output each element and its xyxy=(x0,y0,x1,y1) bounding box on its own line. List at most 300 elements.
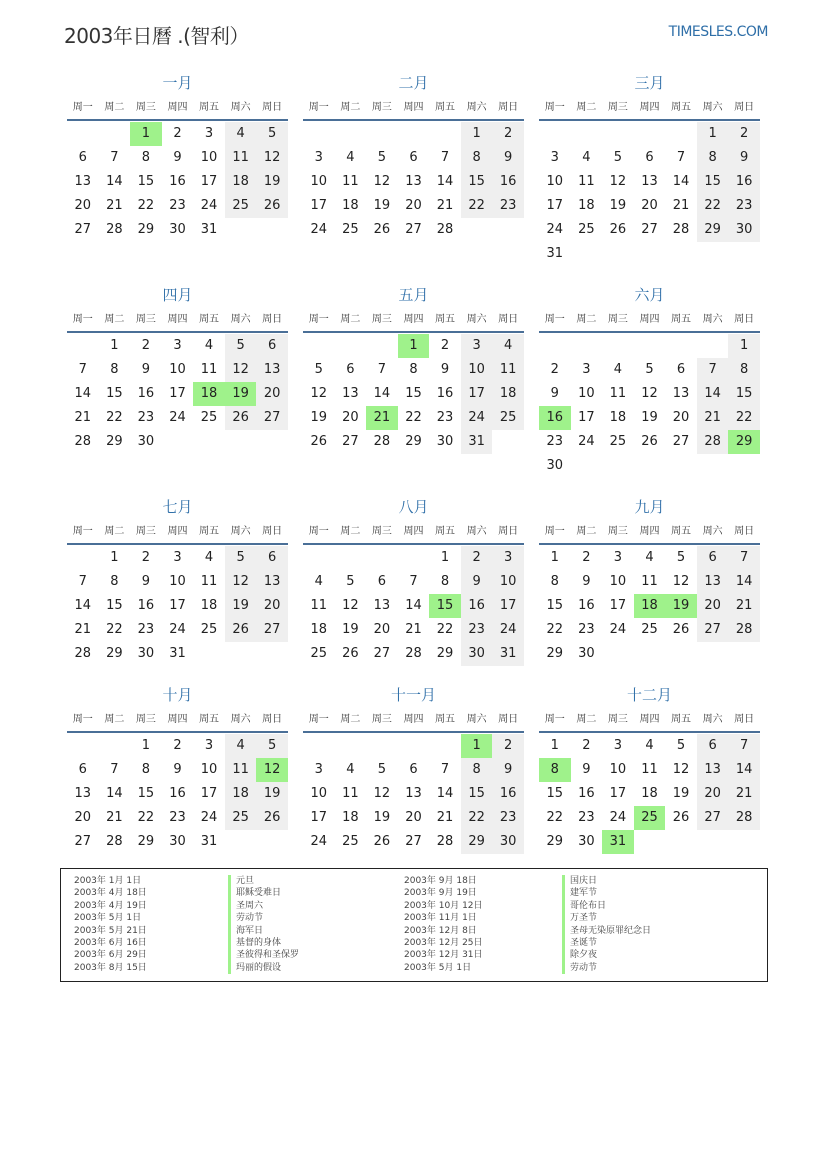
month-block xyxy=(67,494,288,682)
day-cell: 22 xyxy=(106,410,123,425)
day-cell: 20 xyxy=(74,198,92,213)
day-cell: 22 xyxy=(461,806,493,830)
day-cell: 11 xyxy=(225,758,257,782)
day-cell: 13 xyxy=(697,758,729,782)
day-cell: 22 xyxy=(405,410,422,425)
legend-date: 2003年 10月 12日 xyxy=(404,900,483,911)
day-cell: 18 xyxy=(200,598,218,613)
day-cell: 27 xyxy=(74,222,92,237)
weekday-label: 周三 xyxy=(371,102,392,113)
day-cell: 15 xyxy=(405,386,422,401)
day-cell: 17 xyxy=(200,174,218,189)
day-cell: 5 xyxy=(377,150,387,165)
holiday-day-cell: 16 xyxy=(539,406,571,430)
month-block xyxy=(303,682,524,894)
day-cell: 11 xyxy=(492,358,524,382)
weekday-label: 周三 xyxy=(371,526,392,537)
day-cell: 20 xyxy=(641,198,658,213)
holiday-day-cell: 12 xyxy=(256,758,288,782)
day-cell: 17 xyxy=(461,382,493,406)
day-cell: 16 xyxy=(492,782,524,806)
day-cell: 12 xyxy=(672,574,690,589)
day-cell: 21 xyxy=(74,410,92,425)
weekday-label: 周六 xyxy=(702,714,723,725)
day-cell: 27 xyxy=(641,222,658,237)
day-cell: 13 xyxy=(405,786,422,801)
day-cell: 10 xyxy=(310,786,328,801)
legend-holiday-name: 圣母无染原罪纪念日 xyxy=(562,925,651,937)
day-grid xyxy=(67,334,288,454)
day-cell: 13 xyxy=(256,570,288,594)
page-title: 2003年日曆 .(智利） xyxy=(64,24,249,48)
day-cell: 6 xyxy=(409,762,418,777)
day-cell: 29 xyxy=(697,218,729,242)
day-cell: 26 xyxy=(256,806,288,830)
day-cell: 9 xyxy=(492,146,524,170)
day-cell: 24 xyxy=(578,434,595,449)
empty-cell xyxy=(335,734,367,758)
holiday-day-cell: 1 xyxy=(461,734,493,758)
legend-date: 2003年 5月 1日 xyxy=(74,913,142,924)
day-cell: 24 xyxy=(200,810,218,825)
day-cell: 29 xyxy=(436,646,454,661)
weekday-label: 周四 xyxy=(167,102,188,113)
day-cell: 25 xyxy=(342,222,359,237)
empty-cell xyxy=(571,122,603,146)
day-cell: 28 xyxy=(697,430,729,454)
holiday-day-cell: 19 xyxy=(225,382,257,406)
day-cell: 12 xyxy=(373,174,391,189)
day-cell: 14 xyxy=(74,598,92,613)
day-cell: 14 xyxy=(106,786,123,801)
weekday-label: 周四 xyxy=(403,102,424,113)
day-cell: 20 xyxy=(672,410,690,425)
day-cell: 25 xyxy=(578,222,595,237)
day-cell: 11 xyxy=(200,574,218,589)
day-cell: 9 xyxy=(440,362,450,377)
day-cell: 14 xyxy=(405,598,422,613)
holiday-day-cell: 25 xyxy=(634,806,666,830)
day-cell: 15 xyxy=(728,382,760,406)
day-cell: 31 xyxy=(200,222,218,237)
month-name: 十月 xyxy=(162,686,193,704)
day-cell: 16 xyxy=(137,386,155,401)
day-cell: 30 xyxy=(137,646,155,661)
day-cell: 19 xyxy=(373,810,391,825)
empty-cell xyxy=(366,546,398,570)
empty-cell xyxy=(429,734,461,758)
weekday-label: 周五 xyxy=(671,314,692,325)
day-cell: 7 xyxy=(676,150,686,165)
day-cell: 5 xyxy=(225,334,257,358)
day-cell: 2 xyxy=(141,338,151,353)
day-cell: 23 xyxy=(169,810,186,825)
day-cell: 27 xyxy=(373,646,391,661)
day-cell: 26 xyxy=(256,194,288,218)
day-cell: 2 xyxy=(141,550,151,565)
day-cell: 16 xyxy=(492,170,524,194)
day-cell: 13 xyxy=(405,174,422,189)
day-cell: 6 xyxy=(78,150,87,165)
day-cell: 12 xyxy=(609,174,627,189)
holiday-day-cell: 31 xyxy=(602,830,634,854)
month-block xyxy=(67,682,288,894)
day-cell: 13 xyxy=(74,174,92,189)
day-cell: 27 xyxy=(256,406,288,430)
day-cell: 30 xyxy=(461,642,493,666)
legend-holiday-name: 圣诞节 xyxy=(562,937,651,949)
empty-cell xyxy=(335,546,367,570)
weekday-label: 周日 xyxy=(262,714,283,725)
legend-date: 2003年 5月 1日 xyxy=(404,962,472,973)
day-cell: 1 xyxy=(728,334,760,358)
weekday-label: 周五 xyxy=(671,526,692,537)
day-cell: 4 xyxy=(492,334,524,358)
weekday-header xyxy=(303,97,524,121)
day-cell: 15 xyxy=(546,598,564,613)
legend-holiday-name: 建军节 xyxy=(562,887,651,899)
empty-cell xyxy=(303,734,335,758)
day-cell: 17 xyxy=(492,594,524,618)
day-cell: 24 xyxy=(609,810,627,825)
empty-cell xyxy=(634,334,666,358)
day-cell: 5 xyxy=(346,574,355,589)
weekday-label: 周日 xyxy=(734,102,755,113)
day-cell: 19 xyxy=(373,198,391,213)
weekday-label: 周五 xyxy=(199,714,220,725)
day-cell: 29 xyxy=(546,834,564,849)
day-cell: 3 xyxy=(314,150,323,165)
day-cell: 14 xyxy=(373,386,391,401)
day-cell: 25 xyxy=(609,434,627,449)
day-cell: 15 xyxy=(106,598,123,613)
day-cell: 21 xyxy=(672,198,690,213)
day-cell: 3 xyxy=(314,762,323,777)
weekday-label: 周日 xyxy=(262,526,283,537)
holiday-day-cell: 15 xyxy=(429,594,461,618)
day-cell: 15 xyxy=(137,174,155,189)
day-cell: 27 xyxy=(342,434,359,449)
day-cell: 5 xyxy=(256,122,288,146)
day-cell: 27 xyxy=(405,222,422,237)
weekday-label: 周四 xyxy=(403,314,424,325)
day-grid xyxy=(303,122,524,242)
month-name: 七月 xyxy=(162,498,193,516)
empty-cell xyxy=(67,546,99,570)
weekday-label: 周四 xyxy=(403,526,424,537)
weekday-header xyxy=(67,97,288,121)
day-grid xyxy=(539,122,760,266)
day-cell: 26 xyxy=(342,646,359,661)
day-cell: 12 xyxy=(225,358,257,382)
weekday-label: 周三 xyxy=(607,714,628,725)
calendar-grid xyxy=(67,70,760,894)
holiday-day-cell: 1 xyxy=(398,334,430,358)
site-logo-text[interactable]: TIMESLES.COM xyxy=(668,24,768,40)
weekday-label: 周二 xyxy=(104,102,125,113)
month-name: 一月 xyxy=(162,74,193,92)
day-cell: 12 xyxy=(672,762,690,777)
day-cell: 28 xyxy=(436,834,454,849)
day-cell: 6 xyxy=(256,334,288,358)
weekday-label: 周二 xyxy=(104,714,125,725)
day-cell: 31 xyxy=(546,246,564,261)
weekday-label: 周四 xyxy=(403,714,424,725)
day-cell: 22 xyxy=(546,622,564,637)
legend-date: 2003年 9月 19日 xyxy=(404,888,477,899)
day-cell: 8 xyxy=(697,146,729,170)
weekday-label: 周四 xyxy=(167,314,188,325)
day-cell: 10 xyxy=(609,762,627,777)
day-cell: 12 xyxy=(256,146,288,170)
weekday-header xyxy=(539,521,760,545)
empty-cell xyxy=(697,334,729,358)
day-cell: 31 xyxy=(200,834,218,849)
day-cell: 18 xyxy=(342,810,359,825)
weekday-label: 周一 xyxy=(72,714,93,725)
legend-holiday-name: 基督的身体 xyxy=(228,937,299,949)
day-cell: 21 xyxy=(436,198,454,213)
day-cell: 10 xyxy=(310,174,328,189)
day-grid xyxy=(303,546,524,666)
legend-holiday-name: 元旦 xyxy=(228,875,299,887)
day-cell: 11 xyxy=(225,146,257,170)
day-cell: 10 xyxy=(200,150,218,165)
day-cell: 23 xyxy=(578,622,595,637)
day-cell: 23 xyxy=(578,810,595,825)
day-cell: 26 xyxy=(641,434,658,449)
day-cell: 6 xyxy=(78,762,87,777)
day-grid xyxy=(303,734,524,854)
day-cell: 12 xyxy=(310,386,328,401)
day-cell: 24 xyxy=(310,834,328,849)
day-cell: 7 xyxy=(377,362,387,377)
day-cell: 9 xyxy=(582,574,591,589)
day-cell: 10 xyxy=(578,386,595,401)
empty-cell xyxy=(303,546,335,570)
day-cell: 1 xyxy=(110,550,119,565)
day-cell: 25 xyxy=(342,834,359,849)
day-cell: 8 xyxy=(461,758,493,782)
day-cell: 8 xyxy=(110,362,119,377)
day-cell: 4 xyxy=(645,738,654,753)
day-cell: 15 xyxy=(697,170,729,194)
day-cell: 31 xyxy=(461,430,493,454)
day-cell: 5 xyxy=(377,762,387,777)
day-cell: 3 xyxy=(492,546,524,570)
day-cell: 2 xyxy=(492,122,524,146)
day-cell: 26 xyxy=(310,434,328,449)
day-cell: 15 xyxy=(461,170,493,194)
day-cell: 23 xyxy=(137,410,155,425)
day-cell: 11 xyxy=(342,786,359,801)
day-cell: 29 xyxy=(106,434,123,449)
legend-date: 2003年 5月 21日 xyxy=(74,925,147,936)
day-cell: 16 xyxy=(137,598,155,613)
weekday-label: 周四 xyxy=(167,714,188,725)
weekday-label: 周一 xyxy=(308,102,329,113)
empty-cell xyxy=(67,122,99,146)
day-cell: 27 xyxy=(697,806,729,830)
day-cell: 5 xyxy=(256,734,288,758)
day-cell: 26 xyxy=(672,810,690,825)
day-cell: 23 xyxy=(436,410,454,425)
day-grid xyxy=(539,546,760,666)
day-cell: 1 xyxy=(550,738,559,753)
empty-cell xyxy=(602,334,634,358)
day-grid xyxy=(539,334,760,478)
day-cell: 25 xyxy=(225,194,257,218)
day-cell: 5 xyxy=(645,362,654,377)
day-cell: 23 xyxy=(492,194,524,218)
weekday-header xyxy=(303,709,524,733)
legend-holiday-name: 除夕夜 xyxy=(562,949,651,961)
day-cell: 18 xyxy=(310,622,328,637)
legend-dates-left xyxy=(74,875,147,974)
day-cell: 9 xyxy=(550,386,559,401)
day-cell: 30 xyxy=(169,834,186,849)
day-cell: 4 xyxy=(645,550,654,565)
day-cell: 29 xyxy=(106,646,123,661)
day-cell: 6 xyxy=(697,734,729,758)
month-name: 五月 xyxy=(398,286,429,304)
day-cell: 9 xyxy=(461,570,493,594)
day-cell: 24 xyxy=(609,622,627,637)
day-cell: 19 xyxy=(225,594,257,618)
day-cell: 16 xyxy=(728,170,760,194)
day-cell: 22 xyxy=(106,622,123,637)
day-cell: 24 xyxy=(546,222,564,237)
day-cell: 15 xyxy=(137,786,155,801)
weekday-label: 周二 xyxy=(340,714,361,725)
day-cell: 9 xyxy=(141,574,151,589)
day-cell: 14 xyxy=(728,758,760,782)
day-cell: 22 xyxy=(461,194,493,218)
weekday-label: 周五 xyxy=(435,314,456,325)
day-cell: 8 xyxy=(550,574,559,589)
legend-holiday-name: 劳动节 xyxy=(228,912,299,924)
day-cell: 28 xyxy=(106,834,123,849)
day-cell: 9 xyxy=(492,758,524,782)
holiday-day-cell: 29 xyxy=(728,430,760,454)
day-cell: 11 xyxy=(641,574,658,589)
day-cell: 25 xyxy=(225,806,257,830)
day-cell: 23 xyxy=(546,434,564,449)
day-cell: 14 xyxy=(74,386,92,401)
empty-cell xyxy=(99,122,131,146)
legend-holiday-name: 海军日 xyxy=(228,925,299,937)
day-cell: 11 xyxy=(578,174,595,189)
day-cell: 21 xyxy=(74,622,92,637)
day-cell: 12 xyxy=(373,786,391,801)
day-cell: 28 xyxy=(405,646,422,661)
day-cell: 28 xyxy=(74,646,92,661)
empty-cell xyxy=(335,334,367,358)
holiday-legend xyxy=(60,868,768,982)
legend-holiday-name: 玛丽的假设 xyxy=(228,962,299,974)
day-cell: 17 xyxy=(578,410,595,425)
day-cell: 2 xyxy=(728,122,760,146)
day-cell: 11 xyxy=(609,386,627,401)
day-cell: 13 xyxy=(373,598,391,613)
day-cell: 9 xyxy=(173,762,182,777)
weekday-label: 周六 xyxy=(466,314,487,325)
day-cell: 7 xyxy=(728,734,760,758)
day-cell: 29 xyxy=(546,646,564,661)
weekday-label: 周日 xyxy=(498,314,519,325)
weekday-label: 周一 xyxy=(544,714,565,725)
weekday-label: 周一 xyxy=(544,102,565,113)
weekday-header xyxy=(67,309,288,333)
weekday-label: 周五 xyxy=(671,102,692,113)
month-block xyxy=(303,494,524,682)
day-cell: 16 xyxy=(436,386,454,401)
legend-date: 2003年 6月 29日 xyxy=(74,950,147,961)
empty-cell xyxy=(366,334,398,358)
empty-cell xyxy=(398,122,430,146)
day-cell: 21 xyxy=(106,198,123,213)
day-cell: 2 xyxy=(582,738,591,753)
day-cell: 2 xyxy=(492,734,524,758)
day-cell: 26 xyxy=(672,622,690,637)
day-cell: 29 xyxy=(405,434,422,449)
weekday-label: 周五 xyxy=(435,102,456,113)
day-cell: 22 xyxy=(546,810,564,825)
weekday-label: 周五 xyxy=(199,526,220,537)
day-cell: 30 xyxy=(492,830,524,854)
weekday-label: 周一 xyxy=(544,314,565,325)
day-cell: 19 xyxy=(672,786,690,801)
empty-cell xyxy=(398,546,430,570)
day-cell: 5 xyxy=(613,150,623,165)
day-cell: 27 xyxy=(697,618,729,642)
day-cell: 7 xyxy=(78,574,87,589)
day-cell: 30 xyxy=(169,222,186,237)
day-cell: 4 xyxy=(613,362,623,377)
day-cell: 23 xyxy=(728,194,760,218)
day-cell: 4 xyxy=(225,122,257,146)
legend-holiday-name: 圣周六 xyxy=(228,900,299,912)
day-cell: 18 xyxy=(641,786,658,801)
day-cell: 6 xyxy=(409,150,418,165)
weekday-label: 周五 xyxy=(671,714,692,725)
empty-cell xyxy=(398,734,430,758)
day-grid xyxy=(67,122,288,242)
legend-date: 2003年 12月 31日 xyxy=(404,950,483,961)
empty-cell xyxy=(303,334,335,358)
legend-names-right xyxy=(562,875,651,974)
day-cell: 3 xyxy=(204,738,214,753)
weekday-label: 周一 xyxy=(72,102,93,113)
day-cell: 8 xyxy=(440,574,450,589)
day-cell: 24 xyxy=(461,406,493,430)
empty-cell xyxy=(539,334,571,358)
day-cell: 3 xyxy=(204,126,214,141)
legend-date: 2003年 12月 25日 xyxy=(404,937,483,948)
day-cell: 26 xyxy=(225,406,257,430)
day-cell: 4 xyxy=(204,550,214,565)
day-cell: 19 xyxy=(342,622,359,637)
empty-cell xyxy=(366,122,398,146)
weekday-label: 周二 xyxy=(340,314,361,325)
month-block xyxy=(303,70,524,282)
weekday-label: 周五 xyxy=(199,102,220,113)
day-cell: 5 xyxy=(225,546,257,570)
empty-cell xyxy=(429,122,461,146)
day-cell: 28 xyxy=(728,806,760,830)
day-cell: 21 xyxy=(436,810,454,825)
month-name: 十一月 xyxy=(390,686,436,704)
